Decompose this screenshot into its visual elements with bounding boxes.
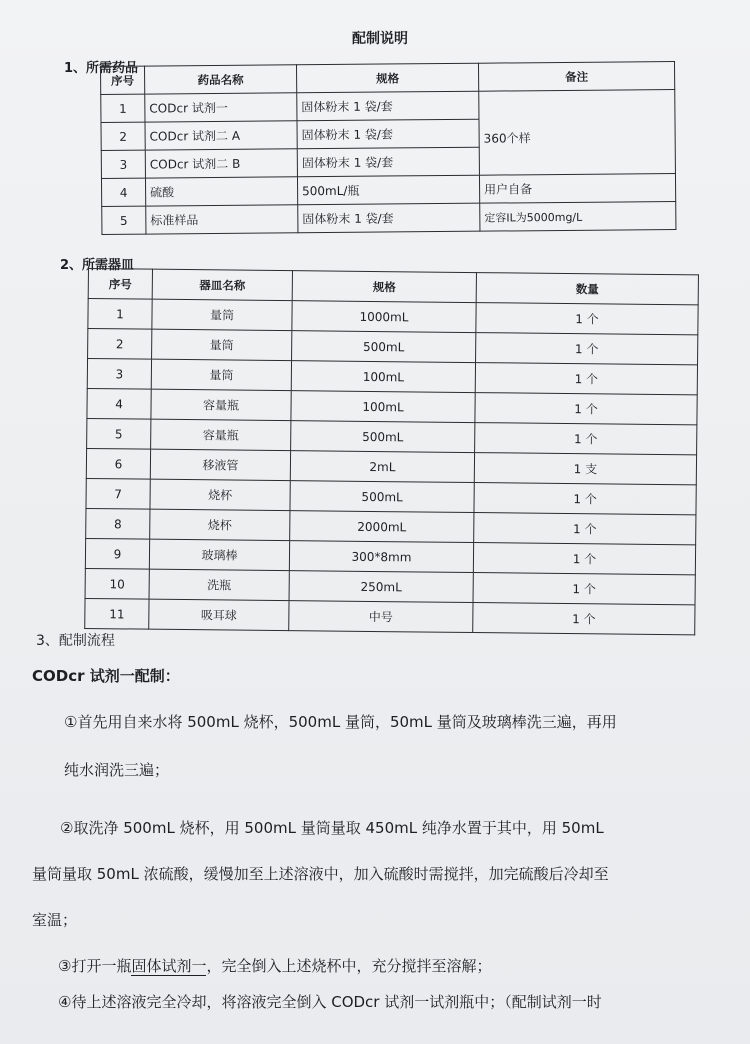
row-number: 10 (85, 568, 149, 599)
equipment-spec: 500mL (292, 331, 476, 363)
reagent-spec: 固体粉末 1 袋/套 (297, 91, 479, 121)
reagent-spec: 固体粉末 1 袋/套 (297, 147, 479, 177)
equipment-name: 移液管 (150, 449, 290, 480)
row-number: 4 (87, 388, 151, 419)
header-cell: 规格 (292, 271, 476, 303)
row-number: 1 (88, 299, 152, 330)
equipment-spec: 300*8mm (289, 541, 473, 573)
header-cell: 序号 (101, 66, 145, 94)
header-cell: 器皿名称 (152, 269, 292, 300)
row-number: 5 (87, 418, 151, 449)
step-2-line-3: 室温； (32, 911, 78, 929)
row-number: 7 (86, 478, 150, 509)
row-number: 8 (86, 508, 150, 539)
equipment-spec: 500mL (290, 481, 474, 513)
row-number: 3 (101, 150, 145, 178)
equipment-qty: 1 个 (476, 333, 698, 365)
equipment-qty: 1 个 (473, 543, 695, 575)
step-3-prefix: ③打开一瓶 (58, 957, 132, 975)
equipment-name: 量筒 (151, 359, 291, 390)
section-2-heading: 2、所需器皿 (60, 258, 135, 273)
equipment-name: 玻璃棒 (149, 539, 289, 570)
reagent-spec: 固体粉末 1 袋/套 (297, 119, 479, 149)
equipment-qty: 1 个 (475, 423, 697, 455)
equipment-name: 烧杯 (150, 509, 290, 540)
row-number: 9 (85, 538, 149, 569)
equipment-name: 量筒 (152, 299, 292, 330)
row-number: 1 (101, 94, 145, 122)
equipment-name: 烧杯 (150, 479, 290, 510)
note-cell: 360个样 (479, 89, 676, 175)
header-cell: 备注 (478, 61, 674, 91)
step-1-line-2: 纯水润洗三遍； (64, 761, 170, 779)
header-cell: 序号 (88, 269, 152, 300)
equipment-qty: 1 个 (473, 603, 695, 635)
equipment-name: 容量瓶 (151, 419, 291, 450)
step-2-line-2: 量筒量取 50mL 浓硫酸，缓慢加至上述溶液中，加入硫酸时需搅拌，加完硫酸后冷却至 (32, 865, 609, 883)
subheading: CODcr 试剂一配制： (32, 667, 180, 685)
equipment-qty: 1 个 (476, 303, 698, 335)
step-1-line-1: ①首先用自来水将 500mL 烧杯，500mL 量筒，50mL 量筒及玻璃棒洗三遍，再用 (64, 713, 617, 731)
equipment-spec: 中号 (289, 601, 473, 633)
row-number: 2 (88, 329, 152, 360)
reagent-spec: 固体粉末 1 袋/套 (298, 203, 480, 233)
equipment-qty: 1 个 (475, 393, 697, 425)
section-1-heading: 1、所需药品 (64, 61, 139, 76)
step-3-line (58, 956, 491, 976)
equipment-name: 吸耳球 (149, 599, 289, 630)
reagent-spec: 500mL/瓶 (297, 175, 479, 205)
step-3-suffix: ，完全倒入上述烧杯中，充分搅拌至溶解； (206, 957, 492, 975)
equipment-name: 洗瓶 (149, 569, 289, 600)
row-number: 3 (87, 359, 151, 390)
row-number: 2 (101, 122, 145, 150)
equipment-name: 量筒 (152, 329, 292, 360)
step-2-line-1: ②取洗净 500mL 烧杯，用 500mL 量筒量取 450mL 纯净水置于其中，用 50mL (60, 819, 604, 837)
step-4-line-1: ④待上述溶液完全冷却，将溶液完全倒入 CODcr 试剂一试剂瓶中；（配制试剂一时 (58, 993, 602, 1011)
page-title: 配制说明 (352, 31, 408, 47)
table-row (85, 598, 695, 634)
row-number: 11 (85, 598, 149, 629)
header-cell: 规格 (296, 63, 478, 93)
table-row (102, 201, 676, 234)
section-3-heading: 3、配制流程 (36, 633, 115, 649)
reagent-name: 标准样品 (146, 205, 298, 234)
equipment-spec: 100mL (291, 361, 475, 393)
note-cell: 定容IL为5000mg/L (480, 201, 676, 231)
header-cell: 药品名称 (145, 65, 297, 94)
header-cell: 数量 (476, 273, 698, 305)
equipment-qty: 1 个 (474, 483, 696, 515)
equipment-spec: 250mL (289, 571, 473, 603)
reagents-table (100, 61, 676, 235)
equipment-qty: 1 个 (475, 363, 697, 395)
reagent-name: CODcr 试剂一 (145, 93, 297, 122)
equipment-qty: 1 个 (473, 573, 695, 605)
equipment-table (84, 268, 699, 635)
equipment-name: 容量瓶 (151, 389, 291, 420)
row-number: 4 (101, 178, 145, 206)
note-cell: 用户自备 (479, 173, 675, 203)
step-3-underlined-reagent: 固体试剂一 (131, 957, 207, 975)
table-row (101, 89, 675, 122)
equipment-spec: 1000mL (292, 301, 476, 333)
reagent-name: 硫酸 (145, 177, 297, 206)
equipment-spec: 2mL (290, 451, 474, 483)
equipment-spec: 100mL (291, 391, 475, 423)
equipment-spec: 500mL (291, 421, 475, 453)
row-number: 5 (102, 206, 146, 234)
equipment-qty: 1 个 (474, 513, 696, 545)
reagent-name: CODcr 试剂二 B (145, 149, 297, 178)
row-number: 6 (86, 448, 150, 479)
equipment-spec: 2000mL (290, 511, 474, 543)
reagent-name: CODcr 试剂二 A (145, 121, 297, 150)
equipment-qty: 1 支 (474, 453, 696, 485)
